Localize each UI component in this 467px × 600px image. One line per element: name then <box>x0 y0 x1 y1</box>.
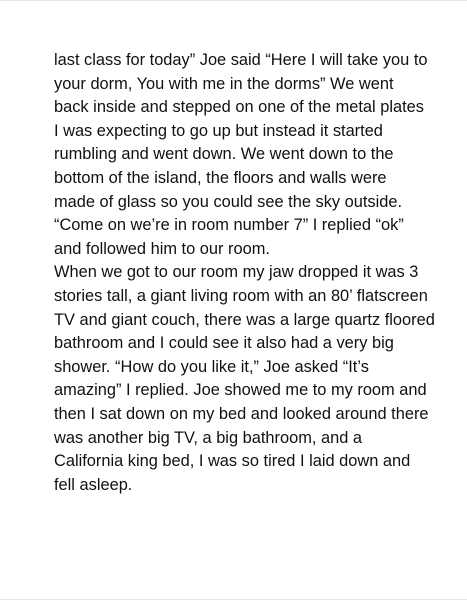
text-line: fell asleep. <box>54 475 133 494</box>
text-line: then I sat down on my bed and looked around there <box>54 404 429 423</box>
text-line: your dorm, You with me in the dorms” We went <box>54 74 394 93</box>
text-line: TV and giant couch, there was a large quartz floored <box>54 310 435 329</box>
text-line: bathroom and I could see it also had a very big <box>54 334 394 353</box>
page-top-edge <box>0 0 467 1</box>
text-line: was another big TV, a big bathroom, and a <box>54 428 362 447</box>
text-line: I was expecting to go up but instead it started <box>54 121 383 140</box>
text-line: made of glass so you could see the sky outside. <box>54 192 403 211</box>
text-line: amazing” I replied. Joe showed me to my room and <box>54 381 427 400</box>
text-line: stories tall, a giant living room with an 80’ flatscreen <box>54 286 428 305</box>
paragraph-start-line: When we got to our room my jaw dropped it was 3 <box>54 263 419 282</box>
text-line: back inside and stepped on one of the metal plates <box>54 98 424 117</box>
text-line: bottom of the island, the floors and walls were <box>54 168 387 187</box>
text-line: last class for today” Joe said “Here I will take you to <box>54 51 428 69</box>
story-text <box>54 49 454 497</box>
text-line: shower. “How do you like it,” Joe asked “It’s <box>54 357 369 376</box>
text-line: California king bed, I was so tired I laid down and <box>54 452 411 471</box>
text-line: “Come on we’re in room number 7” I replied “ok” <box>54 216 404 235</box>
text-line: rumbling and went down. We went down to the <box>54 145 394 164</box>
text-line: and followed him to our room. <box>54 239 270 258</box>
